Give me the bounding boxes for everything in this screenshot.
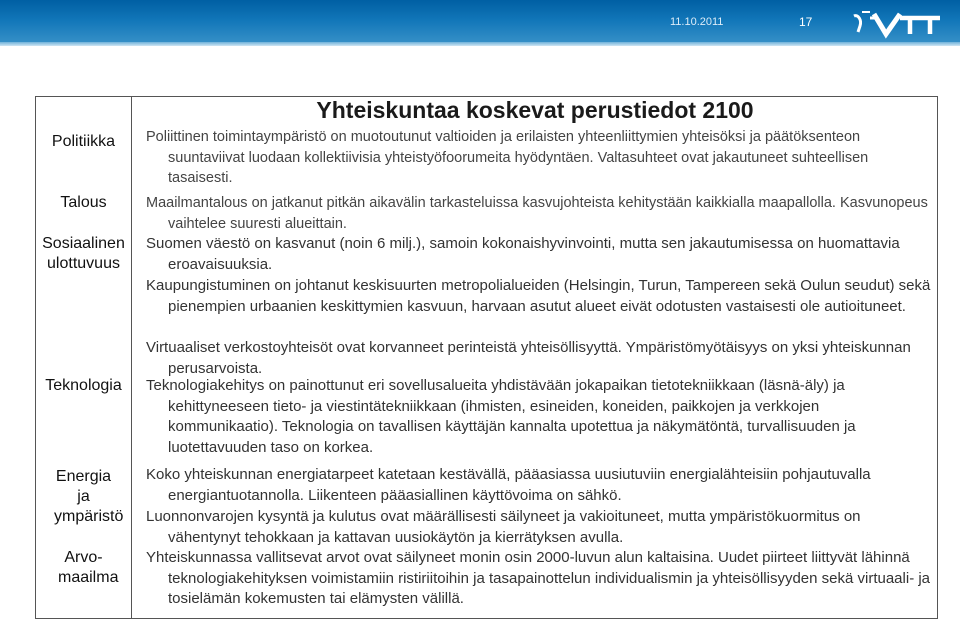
paragraph-sosiaalinen-1: Suomen väestö on kasvanut (noin 6 milj.), samoin kokonaishyvinvointi, mutta sen jakautumisessa on huomattavia eroavaisuuksia. xyxy=(146,235,900,273)
label-arvomaailma: Arvo-maailma xyxy=(58,549,119,586)
paragraph-arvomaailma: Yhteiskunnassa vallitsevat arvot ovat säilyneet monin osin 2000-luvun alun kaltaisina. Uudet piirteet liittyvät lähinnä teknologiakehityksen voimistamiin ristiriitoihin ja tasapainottelun individualismin ja yhteisöllisyyden sekä virtuaali- ja tosielämän kokemusten tai elämysten välillä. xyxy=(146,549,931,607)
label-talous: Talous xyxy=(60,194,107,211)
label-politiikka: Politiikka xyxy=(51,133,116,150)
header-band xyxy=(0,0,960,46)
table-column-divider xyxy=(131,96,132,619)
paragraph-politiikka: Poliittinen toimintaympäristö on muotoutunut valtioiden ja erilaisten yhteenliittymien yhteisöksi ja päätöksenteon suuntaviivat luodaan kollektiivisia yhteistyöfoorumeita hyödyntäen. Valtasuhteet ovat jakautuneet suhteellisen tasaisesti. xyxy=(146,129,869,186)
label-sosiaalinen: Sosiaalinen ulottuvuus xyxy=(42,235,125,272)
paragraph-teknologia: Teknologiakehitys on painottunut eri sovellusalueita yhdistävään jokapaikan tietotekniikkaan (läsnä-äly) ja kehittyneeseen tieto- ja viestintätekniikkaan (ihmisten, esineiden, koneiden, paikkojen ja verkkojen kommunikaatio). Teknologia on tavallisen käyttäjän kannalta upotettua ja näkymätöntä, turvallisuuden ja luotettavuuden taso on korkea. xyxy=(146,377,856,456)
page-number: 17 xyxy=(799,15,813,29)
table-title: Yhteiskuntaa koskevat perustiedot 2100 xyxy=(316,97,754,123)
header-date: 11.10.2011 xyxy=(670,16,724,28)
paragraph-talous: Maailmantalous on jatkanut pitkän aikavälin tarkasteluissa kasvujohteista kehitystään kaikkialla maapallolla. Kasvunopeus vaihtelee suuresti alueittain. xyxy=(146,195,928,232)
label-teknologia: Teknologia xyxy=(45,377,122,394)
paragraph-energia-1: Koko yhteiskunnan energiatarpeet katetaan kestävällä, pääasiassa uusiutuviin energialähteisiin pohjautuvalla energiantuotannolla. Liikenteen pääasiallinen käyttövoima on sähkö. xyxy=(146,466,871,504)
label-energia: Energia ja ympäristö xyxy=(54,468,124,525)
paragraph-energia-2: Luonnonvarojen kysyntä ja kulutus ovat määrällisesti säilyneet ja vakioituneet, mutta ympäristökuormitus on vähentynyt tehokkaan ja kattavan uusiokäytön ja kierrätyksen avulla. xyxy=(146,508,861,546)
paragraph-sosiaalinen-3: Virtuaaliset verkostoyhteisöt ovat korvanneet perinteistä yhteisöllisyyttä. Ympäristömyötäisyys on yksi yhteiskunnan perusarvoista. xyxy=(146,339,911,377)
vtt-logo xyxy=(848,6,943,42)
paragraph-sosiaalinen-2: Kaupungistuminen on johtanut keskisuurten metropolialueiden (Helsingin, Turun, Tampereen sekä Oulun seudut) sekä pienempien urbaanien keskittymien kasvuun, harvaan asutut alueet eivät odotusten vastaisesti ole autioituneet. xyxy=(146,277,931,315)
